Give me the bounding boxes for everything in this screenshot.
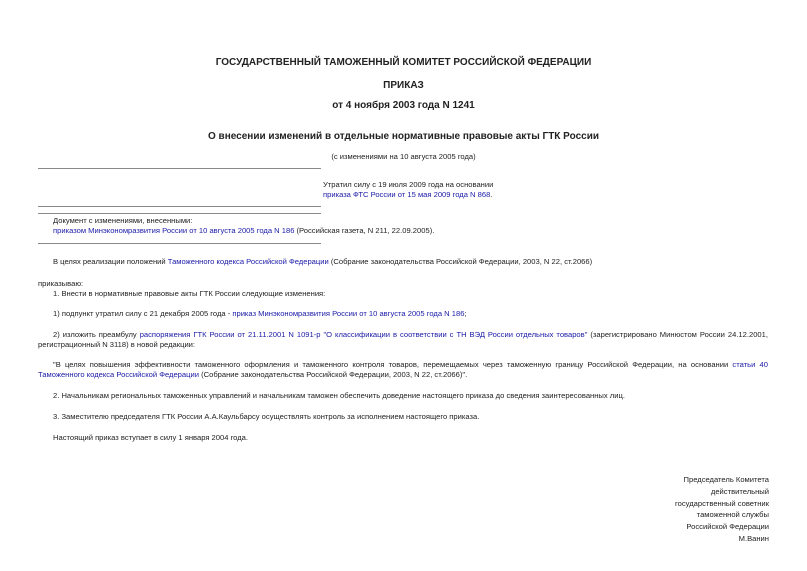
- signature-line: государственный советник: [675, 498, 769, 508]
- article-40-link[interactable]: статьи 40 Таможенного кодекса Российской Федерации: [38, 360, 768, 379]
- divider: [38, 168, 321, 169]
- doc-date-number: от 4 ноября 2003 года N 1241: [332, 100, 475, 111]
- paragraph-item-2: 2. Начальникам региональных таможенных управлений и начальникам таможен обеспечить доведение настоящего приказа до сведения заинтересованных лиц.: [53, 391, 625, 400]
- paragraph-effective: Настоящий приказ вступает в силу 1 января 2004 года.: [53, 433, 248, 442]
- signature-line: М.Ванин: [738, 533, 769, 543]
- divider: [38, 213, 321, 214]
- paragraph-subitem-1: 1) подпункт утратил силу с 21 декабря 2005 года - приказ Минэкономразвития России от 10 августа 2005 года N 186;: [53, 309, 467, 318]
- repeal-text: Утратил силу с 19 июля 2009 года на основании: [323, 180, 494, 189]
- repeal-tail: .: [490, 190, 493, 199]
- repeal-note: [323, 180, 523, 200]
- signature-line: Председатель Комитета: [683, 475, 769, 484]
- amended-note: (с изменениями на 10 августа 2005 года): [331, 152, 476, 161]
- org-title: ГОСУДАРСТВЕННЫЙ ТАМОЖЕННЫЙ КОМИТЕТ РОССИЙСКОЙ ФЕДЕРАЦИИ: [215, 57, 592, 68]
- signature-line: таможенной службы: [696, 510, 769, 520]
- paragraph-item-3: 3. Заместителю председателя ГТК России А.А.Каульбарсу осуществлять контроль за исполнением настоящего приказа.: [53, 412, 480, 421]
- changes-tail: (Российская газета, N 211, 22.09.2005).: [294, 226, 435, 235]
- divider: [38, 206, 321, 207]
- signature-line: Российской Федерации: [686, 522, 769, 532]
- signature-line: действительный: [710, 486, 769, 496]
- paragraph-quote: "В целях повышения эффективности таможенного оформления и таможенного контроля товаров, перемещаемых через таможенную границу Российской Федерации, на основании статьи 40 Таможенного кодекса Российской Федерации (Собрание законодательства Российской Федерации, 2003, N 22, ст.2066)".: [38, 360, 768, 379]
- doc-type: ПРИКАЗ: [383, 80, 424, 91]
- paragraph-item-1: 1. Внести в нормативные правовые акты ГТК России следующие изменения:: [53, 289, 326, 298]
- divider: [38, 243, 321, 244]
- changes-note: [53, 216, 513, 236]
- paragraph-subitem-2: 2) изложить преамбулу распоряжения ГТК России от 21.11.2001 N 1091-р "О классификации в соответствии с ТН ВЭД России отдельных товаров" (зарегистрировано Минюстом России 24.12.2001, регистрационный N 3118) в новой редакции:: [38, 330, 768, 349]
- paragraph-order-word: приказываю:: [38, 279, 84, 288]
- minek-order-link[interactable]: приказ Минэкономразвития России от 10 августа 2005 года N 186: [232, 309, 465, 318]
- changes-label: Документ с изменениями, внесенными:: [53, 216, 193, 225]
- paragraph-preamble: В целях реализации положений Таможенного кодекса Российской Федерации (Собрание законодательства Российской Федерации, 2003, N 22, ст.2066): [53, 257, 593, 266]
- gtk-order-link[interactable]: распоряжения ГТК России от 21.11.2001 N 1091-р "О классификации в соответствии с ТН ВЭД России отдельных товаров": [139, 330, 588, 339]
- changes-link[interactable]: приказом Минэкономразвития России от 10 августа 2005 года N 186: [53, 226, 295, 235]
- repeal-link[interactable]: приказа ФТС России от 15 мая 2009 года N 868: [323, 190, 491, 199]
- tk-rf-link[interactable]: Таможенного кодекса Российской Федерации: [167, 257, 329, 266]
- doc-subject: О внесении изменений в отдельные нормативные правовые акты ГТК России: [207, 131, 599, 142]
- signature-block: [675, 474, 769, 545]
